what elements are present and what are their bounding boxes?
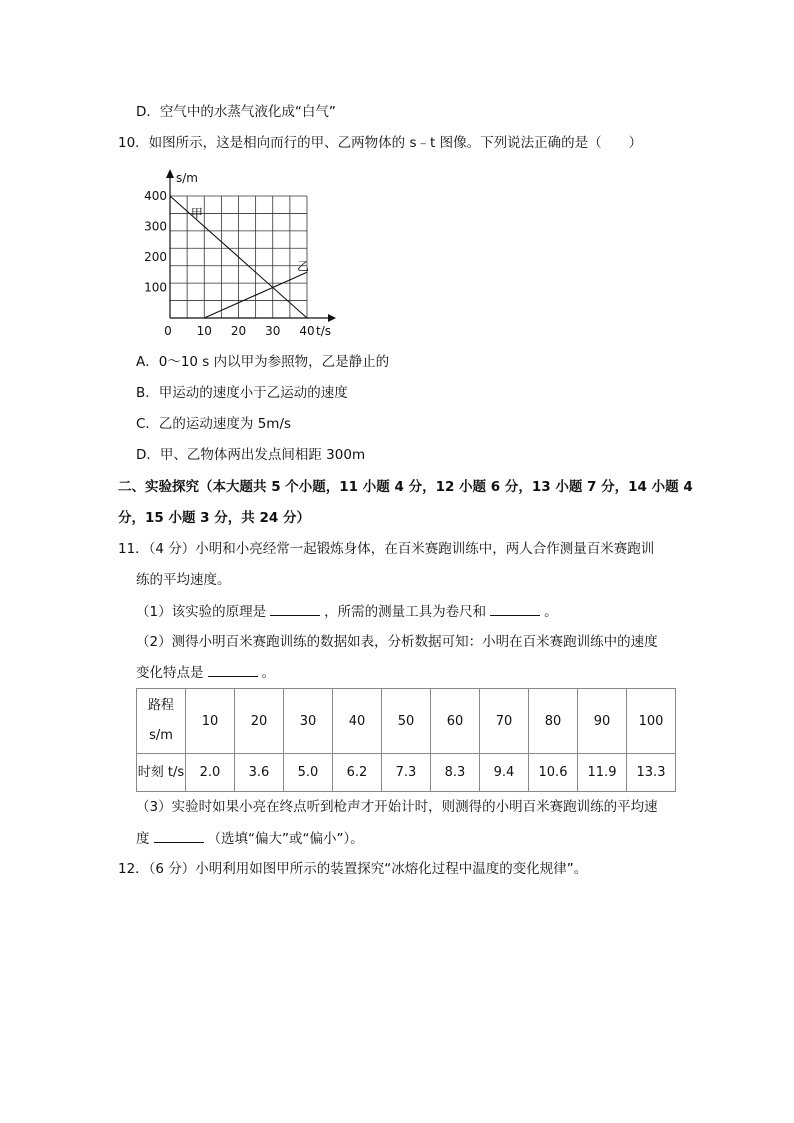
q10-option-d: D．甲、乙物体两出发点间相距 300m (136, 447, 366, 463)
q11-stem-line1: 11．（4 分）小明和小亮经常一起锻炼身体，在百米赛跑训练中，两人合作测量百米赛跑训 (118, 541, 655, 557)
table-header-time: 时刻 t/s (137, 754, 186, 792)
series-label-yi: 乙 (297, 259, 310, 274)
x-tick-label: 30 (265, 324, 281, 338)
table-cell: 3.6 (235, 754, 284, 792)
table-cell: 9.4 (480, 754, 529, 792)
data-table (136, 688, 676, 792)
table-cell: 6.2 (333, 754, 382, 792)
y-axis-arrow (166, 169, 174, 178)
section2-title-line1: 二、实验探究（本大题共 5 个小题，11 小题 4 分，12 小题 6 分，13 小题 7 分，14 小题 4 (118, 479, 693, 495)
table-cell: 10.6 (529, 754, 578, 792)
y-tick-label: 300 (144, 219, 167, 234)
q11-sub3-text-a: 度 (136, 831, 150, 847)
answer-blank-bias[interactable] (154, 828, 204, 843)
table-cell: 80 (529, 689, 578, 754)
q11-sub3-line1: （3）实验时如果小亮在终点听到枪声才开始计时，则测得的小明百米赛跑训练的平均速 (136, 799, 658, 815)
table-cell: 7.3 (382, 754, 431, 792)
answer-blank-speed-feature[interactable] (208, 662, 258, 677)
q10-option-a: A．0～10 s 内以甲为参照物，乙是静止的 (136, 354, 390, 370)
table-cell: 5.0 (284, 754, 333, 792)
table-cell: 70 (480, 689, 529, 754)
q12-stem: 12．（6 分）小明利用如图甲所示的装置探究“冰熔化过程中温度的变化规律”。 (118, 861, 588, 877)
y-tick-label: 100 (144, 280, 167, 295)
x-tick-label: 40 (299, 324, 315, 338)
st-chart (140, 166, 350, 344)
chart-axes (166, 169, 336, 322)
q11-sub2-text-a: 变化特点是 (136, 665, 204, 681)
q11-sub3-text-b: （选填“偏大”或“偏小”）。 (207, 831, 364, 847)
q11-sub2-line2 (136, 662, 275, 683)
table-cell: 40 (333, 689, 382, 754)
table-cell: 30 (284, 689, 333, 754)
y-tick-label: 400 (144, 189, 167, 203)
series-label-jia: 甲 (190, 206, 203, 221)
table-row-time (137, 754, 676, 792)
q10-stem: 10．如图所示，这是相向而行的甲、乙两物体的 s﹣t 图像。下列说法正确的是（ ） (118, 135, 643, 151)
x-tick-label: 10 (196, 324, 212, 338)
q11-sub1 (136, 601, 558, 622)
q10-option-b: B．甲运动的速度小于乙运动的速度 (136, 385, 348, 401)
q11-sub1-text-b: ，所需的测量工具为卷尺和 (324, 604, 487, 620)
y-tick-label: 200 (144, 250, 167, 264)
q11-sub2-text-b: 。 (261, 665, 275, 681)
table-cell: 90 (578, 689, 627, 754)
table-header-distance: 路程 s/m (137, 689, 186, 754)
x-axis-label: t/s (316, 324, 331, 338)
y-axis-label: s/m (176, 171, 198, 185)
x-tick-label: 20 (230, 324, 247, 338)
q11-sub3-line2 (136, 828, 364, 849)
table-cell: 20 (235, 689, 284, 754)
x-tick-label: 0 (164, 324, 172, 338)
q9-option-d: D．空气中的水蒸气液化成“白气” (136, 104, 336, 120)
x-axis-arrow (328, 314, 336, 322)
q10-option-c: C．乙的运动速度为 5m/s (136, 416, 292, 432)
table-row-distance (137, 689, 676, 754)
table-cell: 100 (627, 689, 676, 754)
section2-title-line2: 分，15 小题 3 分，共 24 分） (118, 510, 310, 526)
table-cell: 50 (382, 689, 431, 754)
table-cell: 2.0 (186, 754, 235, 792)
answer-blank-tool[interactable] (490, 601, 540, 616)
table-cell: 11.9 (578, 754, 627, 792)
q11-sub2-line1: （2）测得小明百米赛跑训练的数据如表，分析数据可知：小明在百米赛跑训练中的速度 (136, 634, 658, 650)
table-cell: 8.3 (431, 754, 480, 792)
table-cell: 13.3 (627, 754, 676, 792)
q11-stem-line2: 练的平均速度。 (136, 572, 231, 588)
q11-sub1-text-a: （1）该实验的原理是 (136, 604, 267, 620)
answer-blank-principle[interactable] (270, 601, 320, 616)
q11-sub1-text-c: 。 (544, 604, 558, 620)
table-cell: 10 (186, 689, 235, 754)
table-cell: 60 (431, 689, 480, 754)
